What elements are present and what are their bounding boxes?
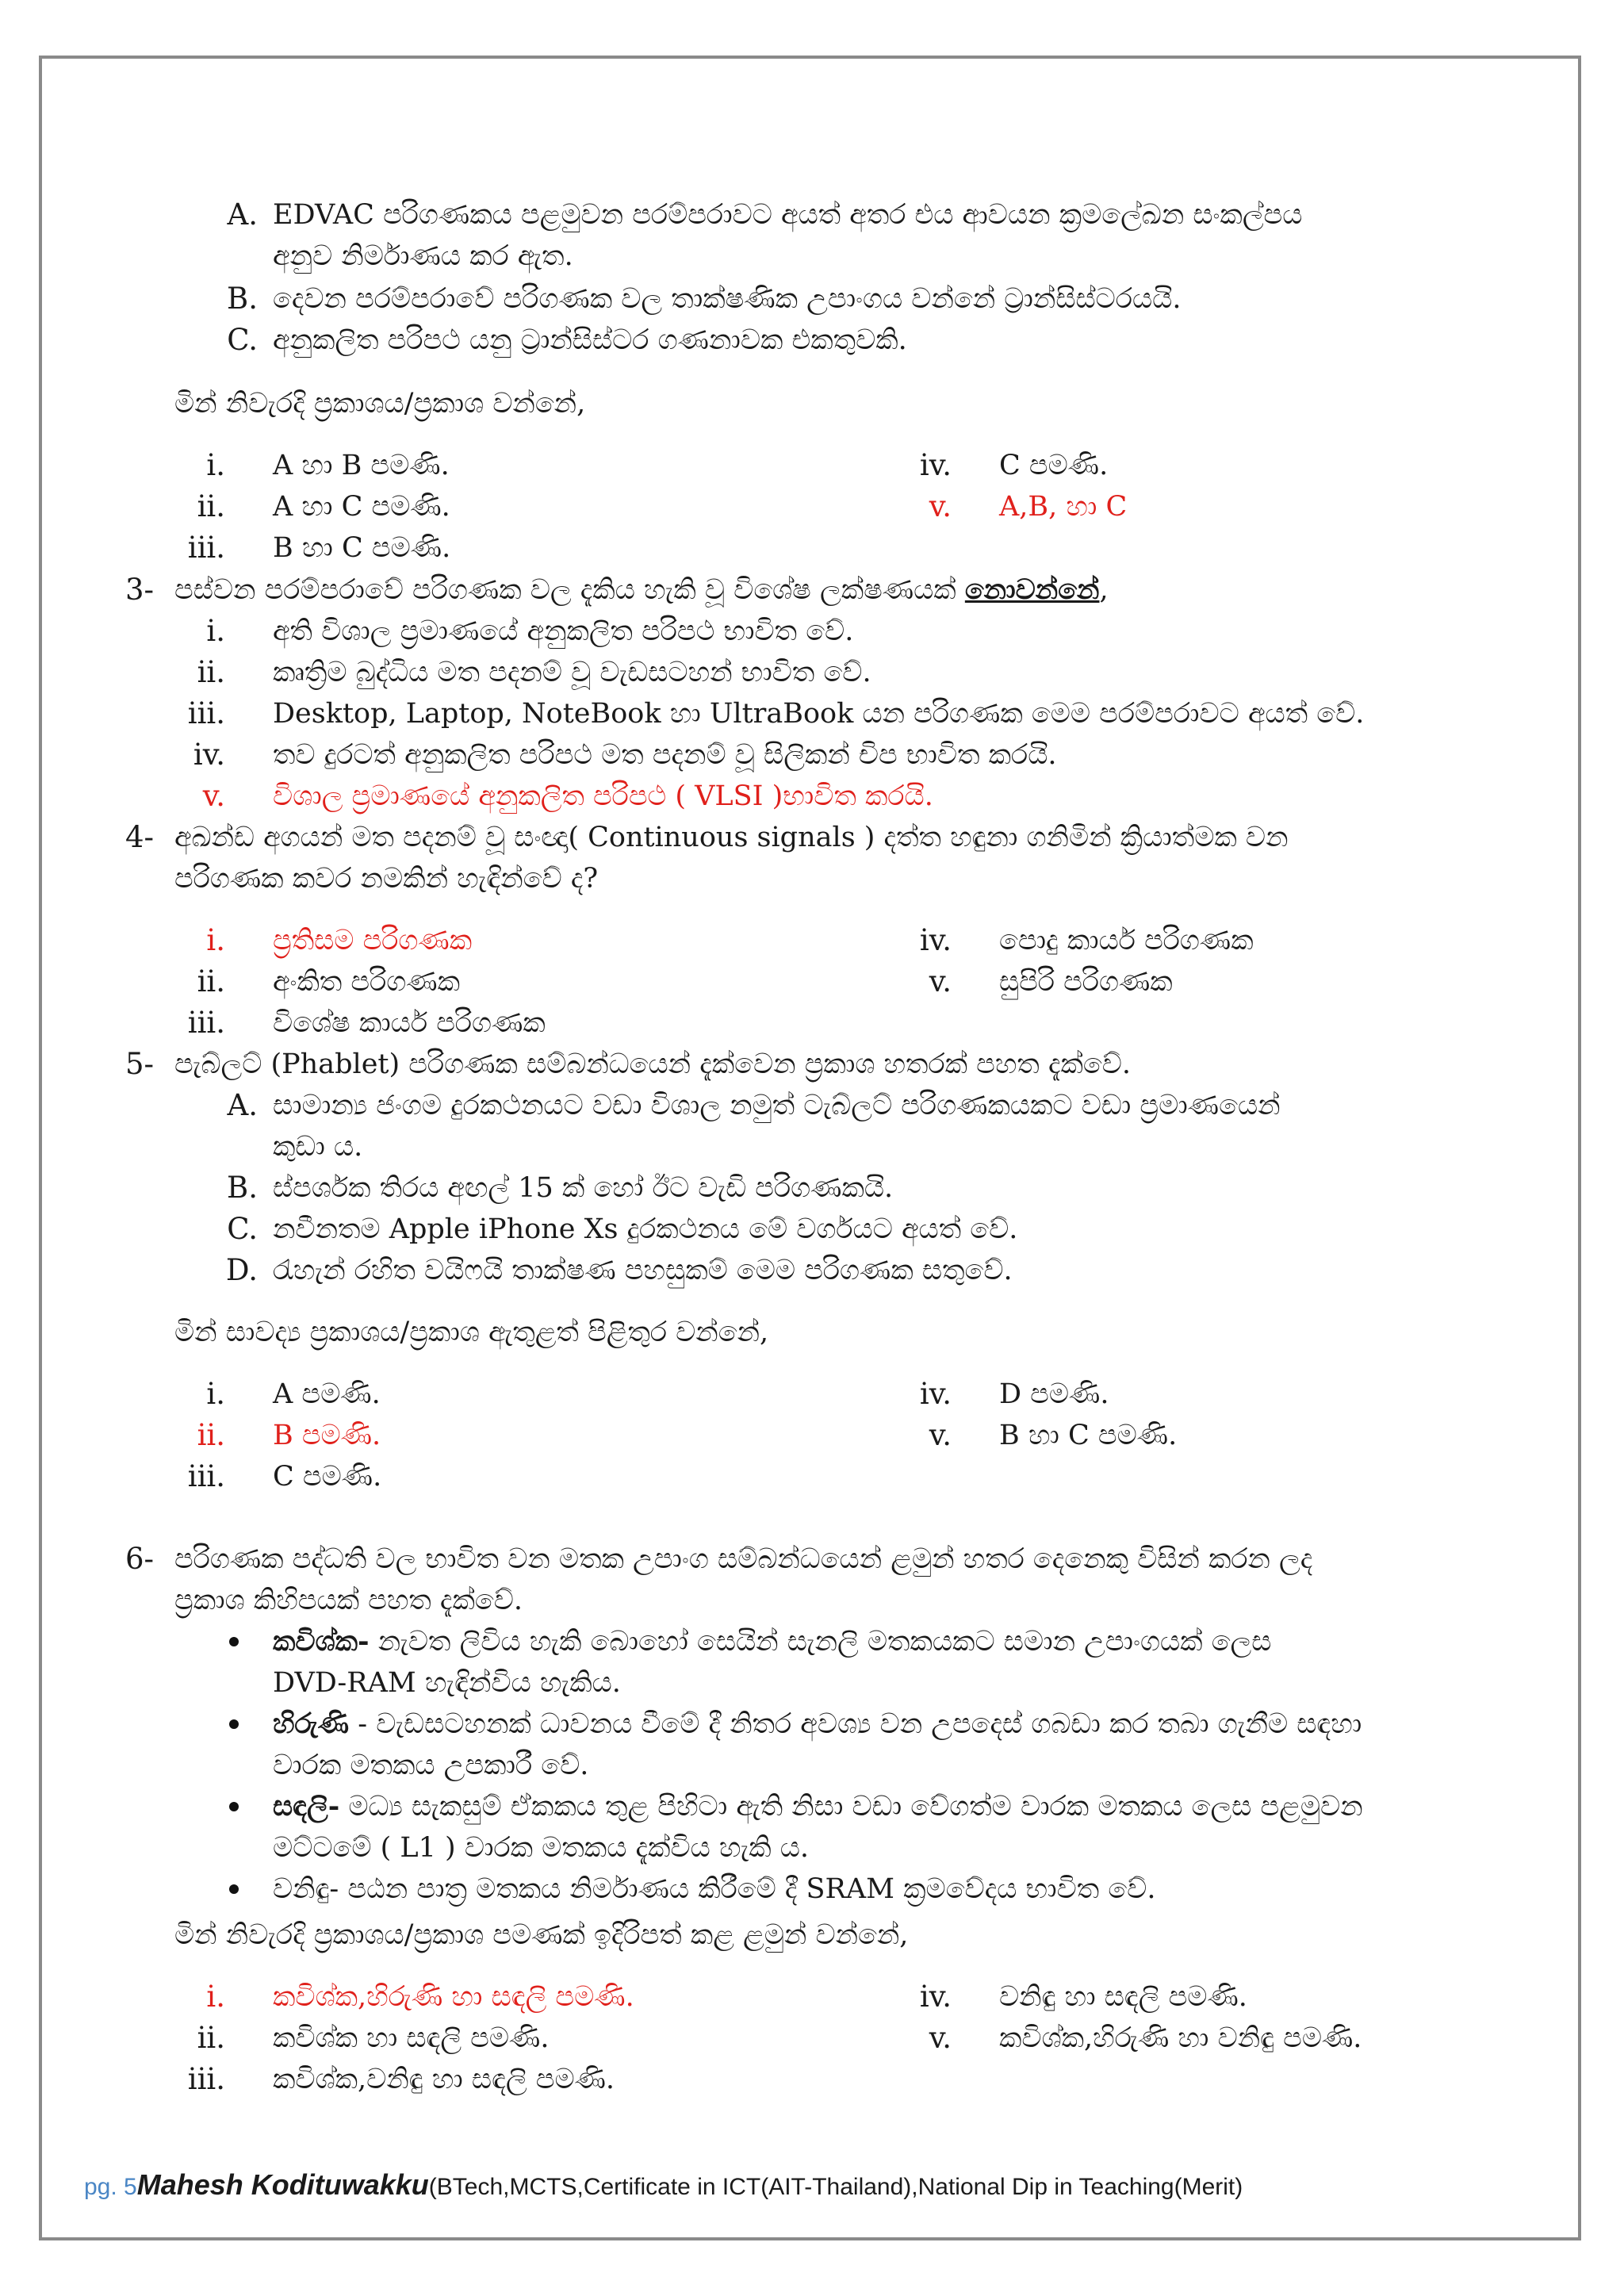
- q6-bullet-sandali-line2: මට්ටමේ ( L1 ) වාරක මතකය දැක්විය හැකි ය.: [273, 1832, 810, 1864]
- q3-option-ii: කෘත්‍රිම බුද්ධිය මත පදනම් වූ වැඩසටහන් භාවිත වේ.: [273, 657, 871, 688]
- q6-option-label-correct: i.: [206, 1980, 225, 2014]
- q5-statement-d: රැහැන් රහිත වයිෆයි තාක්ෂණ පහසුකම් මෙම පරිගණක සතුවේ.: [273, 1255, 1013, 1286]
- q2-option-label: i.: [206, 448, 225, 482]
- q5-statement-label: D.: [225, 1253, 258, 1287]
- q5-statement-b: ස්පර්ශක තිරය අඟල් 15 ක් හෝ ඊට වැඩි පරිගණකයි.: [273, 1172, 894, 1204]
- q5-option-label: iv.: [919, 1377, 952, 1411]
- q2-option-iv: C පමණි.: [999, 450, 1109, 481]
- q4-question-line2: පරිගණක කවර නමකින් හැඳින්වේ ද?: [174, 863, 599, 895]
- q2-statement-a-line1: EDVAC පරිගණකය පළමුවන පරම්පරාවට අයත් අතර එය ආවයන ක්‍රමලේඛන සංකල්පය: [273, 199, 1303, 231]
- q6-option-iv: වනිඳු හා සඳලි පමණි.: [999, 1981, 1247, 2013]
- q3-question-emphasis: නොවන්නේ: [964, 573, 1100, 606]
- q6-bullet-name: කවිශ්ක-: [273, 1625, 370, 1658]
- q2-statement-c: අනුකලිත පරිපථ යනු ට්‍රාන්සිස්ටර ගණනාවක එකතුවකි.: [273, 324, 907, 356]
- q2-option-label: iii.: [187, 531, 225, 565]
- q4-question-line1: අඛන්ඩ අගයන් මත පදනම් වූ සංඥා( Continuous signals ) දත්ත හඳුනා ගනිමින් ක්‍රියාත්මක වන: [174, 822, 1289, 853]
- author-name: Mahesh Kodituwakku: [136, 2168, 429, 2201]
- q2-option-v-correct: A,B, හා C: [999, 491, 1128, 523]
- q6-option-label: iii.: [187, 2062, 225, 2096]
- q3-question: [174, 569, 1109, 611]
- q2-prompt: මින් නිවැරදි ප්‍රකාශය/ප්‍රකාශ වන්නේ,: [174, 388, 586, 420]
- q3-number: 3-: [125, 573, 155, 607]
- q4-option-label: ii.: [197, 964, 225, 999]
- q6-question-line1: පරිගණක පද්ධති වල භාවිත වන මතක උපාංග සම්බන්ධයෙන් ළමුන් හතර දෙනෙකු විසින් කරන ලද: [174, 1543, 1313, 1575]
- q5-statement-label: C.: [227, 1212, 258, 1246]
- q4-option-label-correct: i.: [206, 923, 225, 957]
- q2-statement-a-line2: අනුව නිර්මාණය කර ඇත.: [273, 240, 573, 272]
- q4-option-label: iii.: [187, 1006, 225, 1040]
- q2-option-label-correct: v.: [929, 489, 952, 523]
- q5-option-label-correct: ii.: [197, 1418, 225, 1452]
- q5-question: පැබ්ලට් (Phablet) පරිගණක සම්බන්ධයෙන් දැක්වෙන ප්‍රකාශ හතරක් පහත දැක්වේ.: [174, 1048, 1132, 1080]
- q6-bullet-text: මධ්‍ය සැකසුම් ඒකකය තුළ පිහිටා ඇති නිසා වඩා වේගත්ම වාරක මතකය ලෙස පළමුවන: [339, 1791, 1363, 1823]
- q5-option-label: v.: [929, 1418, 952, 1452]
- q6-bullet-vanindu: වනිඳු- පඨන පාත්‍ර මතකය නිර්මාණය කිරීමේ දී SRAM ක්‍රමවේදය භාවිත වේ.: [273, 1873, 1156, 1905]
- q5-option-iii: C පමණි.: [273, 1461, 382, 1493]
- q3-option-iv: තව දුරටත් අනුකලිත පරිපථ මත පදනම් වූ සිලිකන් චිප භාවිත කරයි.: [273, 739, 1057, 771]
- q2-option-label: iv.: [919, 448, 952, 482]
- q3-option-i: අති විශාල ප්‍රමාණයේ අනුකලිත පරිපථ භාවිත වේ.: [273, 615, 854, 647]
- q4-option-iii: විශේෂ කාර්ය පරිගණක: [273, 1007, 546, 1039]
- q3-option-label-correct: v.: [202, 779, 225, 813]
- q3-option-iii: Desktop, Laptop, NoteBook හා UltraBook යන පරිගණක මෙම පරම්පරාවට අයත් වේ.: [273, 698, 1365, 730]
- q6-option-i-correct: කවිශ්ක,හිරුණි හා සඳලි පමණි.: [273, 1981, 634, 2013]
- q4-option-iv: පොදු කාර්ය පරිගණක: [999, 925, 1254, 956]
- q6-bullet-name: සඳලි-: [273, 1790, 340, 1823]
- page-footer: [84, 2169, 1243, 2203]
- q6-option-label: ii.: [197, 2021, 225, 2055]
- q6-number: 6-: [125, 1542, 155, 1576]
- q6-prompt: මින් නිවැරදි ප්‍රකාශය/ප්‍රකාශ පමණක් ඉදිරිපත් කළ ළමුන් වන්නේ,: [174, 1919, 909, 1951]
- q3-option-label: ii.: [197, 655, 225, 689]
- bullet-icon: [229, 1884, 239, 1894]
- q2-statement-b: දෙවන පරම්පරාවේ පරිගණක වල තාක්ෂණික උපාංගය වන්නේ ට්‍රාන්සිස්ටරයයි.: [273, 283, 1182, 315]
- q5-prompt: මින් සාවද්‍ය ප්‍රකාශය/ප්‍රකාශ ඇතුළත් පිළිතුර වන්නේ,: [174, 1317, 769, 1348]
- bullet-icon: [229, 1719, 239, 1729]
- q3-question-punct: ,: [1099, 574, 1109, 606]
- q6-bullet-hiruni-line1: [273, 1704, 1362, 1745]
- q6-bullet-name: හිරුණි: [273, 1708, 350, 1740]
- q2-option-iii: B හා C පමණි.: [273, 532, 451, 564]
- q4-number: 4-: [125, 820, 155, 854]
- q6-option-iii: කවිශ්ක,වනිඳු හා සඳලි පමණි.: [273, 2064, 615, 2095]
- q2-statement-label: A.: [227, 197, 258, 232]
- q6-bullet-text: නැවත ලිවිය හැකි බොහෝ සෙයින් සැනලි මතකයකට සමාන උපාංගයක් ලෙස: [369, 1626, 1272, 1658]
- q5-option-label: i.: [206, 1377, 225, 1411]
- q5-statement-a-line1: සාමාන්‍ය ජංගම දුරකථනයට වඩා විශාල නමුත් ටැබ්ලට් පරිගණකයකට වඩා ප්‍රමාණයෙන්: [273, 1090, 1281, 1121]
- q4-option-ii: අංකිත පරිගණක: [273, 966, 461, 998]
- q2-option-i: A හා B පමණි.: [273, 450, 450, 481]
- q6-option-label: v.: [929, 2021, 952, 2055]
- q4-option-i-correct: ප්‍රතිසම පරිගණක: [273, 925, 473, 956]
- q5-option-v: B හා C පමණි.: [999, 1420, 1178, 1451]
- q5-option-i: A පමණි.: [273, 1378, 381, 1410]
- q6-option-ii: කවිශ්ක හා සඳලි පමණි.: [273, 2022, 550, 2054]
- q4-option-label: v.: [929, 964, 952, 999]
- q6-bullet-kavishka-line1: [273, 1621, 1271, 1662]
- q2-option-label: ii.: [197, 489, 225, 523]
- q3-option-label: iii.: [187, 696, 225, 730]
- q3-option-label: iv.: [193, 738, 225, 772]
- q5-number: 5-: [125, 1047, 155, 1081]
- q6-option-label: iv.: [919, 1980, 952, 2014]
- q5-statement-c: නවීනතම Apple iPhone Xs දුරකථනය මේ වර්ගයට අයත් වේ.: [273, 1213, 1018, 1245]
- q3-option-label: i.: [206, 614, 225, 648]
- q5-statement-label: A.: [227, 1088, 258, 1122]
- q5-option-iv: D පමණි.: [999, 1378, 1109, 1410]
- author-credentials: (BTech,MCTS,Certificate in ICT(AIT-Thailand),National Dip in Teaching(Merit): [428, 2174, 1243, 2200]
- bullet-icon: [229, 1637, 239, 1646]
- q6-question-line2: ප්‍රකාශ කිහිපයක් පහත දැක්වේ.: [174, 1585, 523, 1616]
- bullet-icon: [229, 1802, 239, 1811]
- q6-bullet-sandali-line1: [273, 1786, 1363, 1827]
- q2-statement-label: B.: [227, 282, 258, 316]
- q5-option-ii-correct: B පමණි.: [273, 1420, 381, 1451]
- q5-statement-a-line2: කුඩා ය.: [273, 1131, 363, 1163]
- q5-statement-label: B.: [227, 1171, 258, 1205]
- q6-bullet-kavishka-line2: DVD-RAM හැඳින්විය හැකිය.: [273, 1667, 621, 1699]
- q4-option-v: සුපිරි පරිගණක: [999, 966, 1173, 998]
- q5-option-label: iii.: [187, 1459, 225, 1493]
- q2-statement-label: C.: [227, 323, 258, 357]
- q3-question-text: පස්වන පරම්පරාවේ පරිගණක වල දැකිය හැකි වූ විශේෂ ලක්ෂණයක්: [174, 574, 965, 606]
- page-number: pg. 5: [84, 2174, 137, 2200]
- q6-option-v: කවිශ්ක,හිරුණි හා වනිඳු පමණි.: [999, 2022, 1362, 2054]
- q4-option-label: iv.: [919, 923, 952, 957]
- q6-bullet-hiruni-line2: වාරක මතකය උපකාරී වේ.: [273, 1750, 589, 1781]
- q6-bullet-text: - වැඩසටහනක් ධාවනය වීමේ දී නිතර අවශ්‍ය වන උපදෙස් ගබඩා කර තබා ගැනීම සඳහා: [349, 1708, 1362, 1740]
- q3-option-v-correct: විශාල ප්‍රමාණයේ අනුකලිත පරිපථ ( VLSI )භාවිත කරයි.: [273, 780, 933, 812]
- q2-option-ii: A හා C පමණි.: [273, 491, 450, 523]
